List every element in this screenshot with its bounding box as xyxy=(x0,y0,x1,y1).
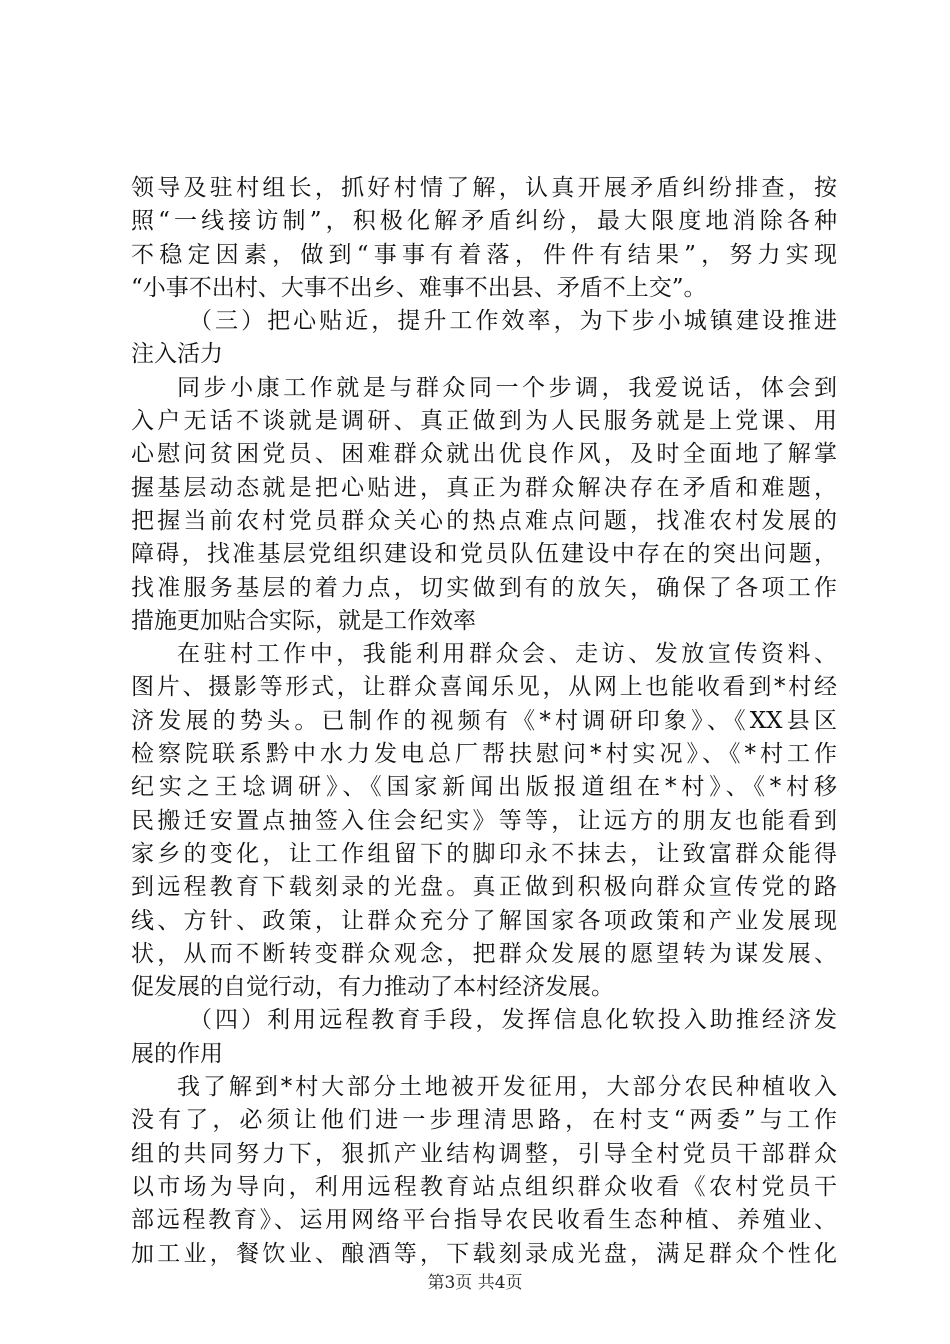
text-line: 部远程教育》、运用网络平台指导农民收看生态种植、养殖业、 xyxy=(131,1207,837,1234)
text-line: 握基层动态就是把心贴进，真正为群众解决存在矛盾和难题， xyxy=(131,474,837,501)
text-line: 家乡的变化，让工作组留下的脚印永不抹去，让致富群众能得 xyxy=(131,840,837,867)
section-heading-3-cont: 注入活力 xyxy=(131,341,223,368)
text-line: 民搬迁安置点抽签入住会纪实》等等，让远方的朋友也能看到 xyxy=(131,807,837,834)
body-text xyxy=(131,172,837,1271)
text-line: 不稳定因素，做到“事事有着落，件件有结果”，努力实现 xyxy=(131,241,837,268)
text-line: 心慰问贫困党员、困难群众就出优良作风，及时全面地了解掌 xyxy=(131,441,837,468)
text-line: “小事不出村、大事不出乡、难事不出县、矛盾不上交”。 xyxy=(131,274,707,301)
text-line: 组的共同努力下，狠抓产业结构调整，引导全村党员干部群众 xyxy=(131,1140,837,1167)
text-line: 图片、摄影等形式，让群众喜闻乐见，从网上也能收看到*村经 xyxy=(131,674,837,701)
text-line: 以市场为导向，利用远程教育站点组织群众收看《农村党员干 xyxy=(131,1173,837,1200)
text-line: 济发展的势头。已制作的视频有《*村调研印象》、《XX县区 xyxy=(131,707,837,734)
text-line: 把握当前农村党员群众关心的热点难点问题，找准农村发展的 xyxy=(131,507,837,534)
text-line: 没有了，必须让他们进一步理清思路，在村支“两委”与工作 xyxy=(131,1107,837,1134)
text-line: 领导及驻村组长，抓好村情了解，认真开展矛盾纠纷排查，按 xyxy=(131,175,837,201)
text-line: 到远程教育下载刻录的光盘。真正做到积极向群众宣传党的路 xyxy=(131,874,837,901)
section-heading-4: （四）利用远程教育手段，发挥信息化软投入助推经济发 xyxy=(189,1007,837,1034)
text-line: 检察院联系黔中水力发电总厂帮扶慰问*村实况》、《*村工作 xyxy=(131,741,837,768)
text-line: 同步小康工作就是与群众同一个步调，我爱说话，体会到 xyxy=(177,374,837,401)
text-line: 状，从而不断转变群众观念，把群众发展的愿望转为谋发展、 xyxy=(131,940,837,967)
text-line: 措施更加贴合实际，就是工作效率 xyxy=(131,607,476,634)
text-line: 促发展的自觉行动，有力推动了本村经济发展。 xyxy=(131,974,614,1001)
text-line: 线、方针、政策，让群众充分了解国家各项政策和产业发展现 xyxy=(131,907,837,934)
section-heading-4-cont: 展的作用 xyxy=(131,1040,223,1067)
text-line: 纪实之王埝调研》、《国家新闻出版报道组在*村》、《*村移 xyxy=(131,774,837,801)
text-line: 入户无话不谈就是调研、真正做到为人民服务就是上党课、用 xyxy=(131,408,837,435)
page-footer: 第3页 共4页 xyxy=(427,1273,523,1293)
text-line: 照“一线接访制”，积极化解矛盾纠纷，最大限度地消除各种 xyxy=(131,208,837,235)
text-line: 加工业，餐饮业、酿酒等，下载刻录成光盘，满足群众个性化 xyxy=(131,1240,837,1267)
text-line: 找准服务基层的着力点，切实做到有的放矢，确保了各项工作 xyxy=(131,574,837,601)
text-line: 在驻村工作中，我能利用群众会、走访、发放宣传资料、 xyxy=(177,641,837,668)
section-heading-3: （三）把心贴近，提升工作效率，为下步小城镇建设推进 xyxy=(189,308,837,335)
text-line: 障碍，找准基层党组织建设和党员队伍建设中存在的突出问题， xyxy=(131,541,837,568)
text-line: 我了解到*村大部分土地被开发征用，大部分农民种植收入 xyxy=(177,1074,837,1101)
